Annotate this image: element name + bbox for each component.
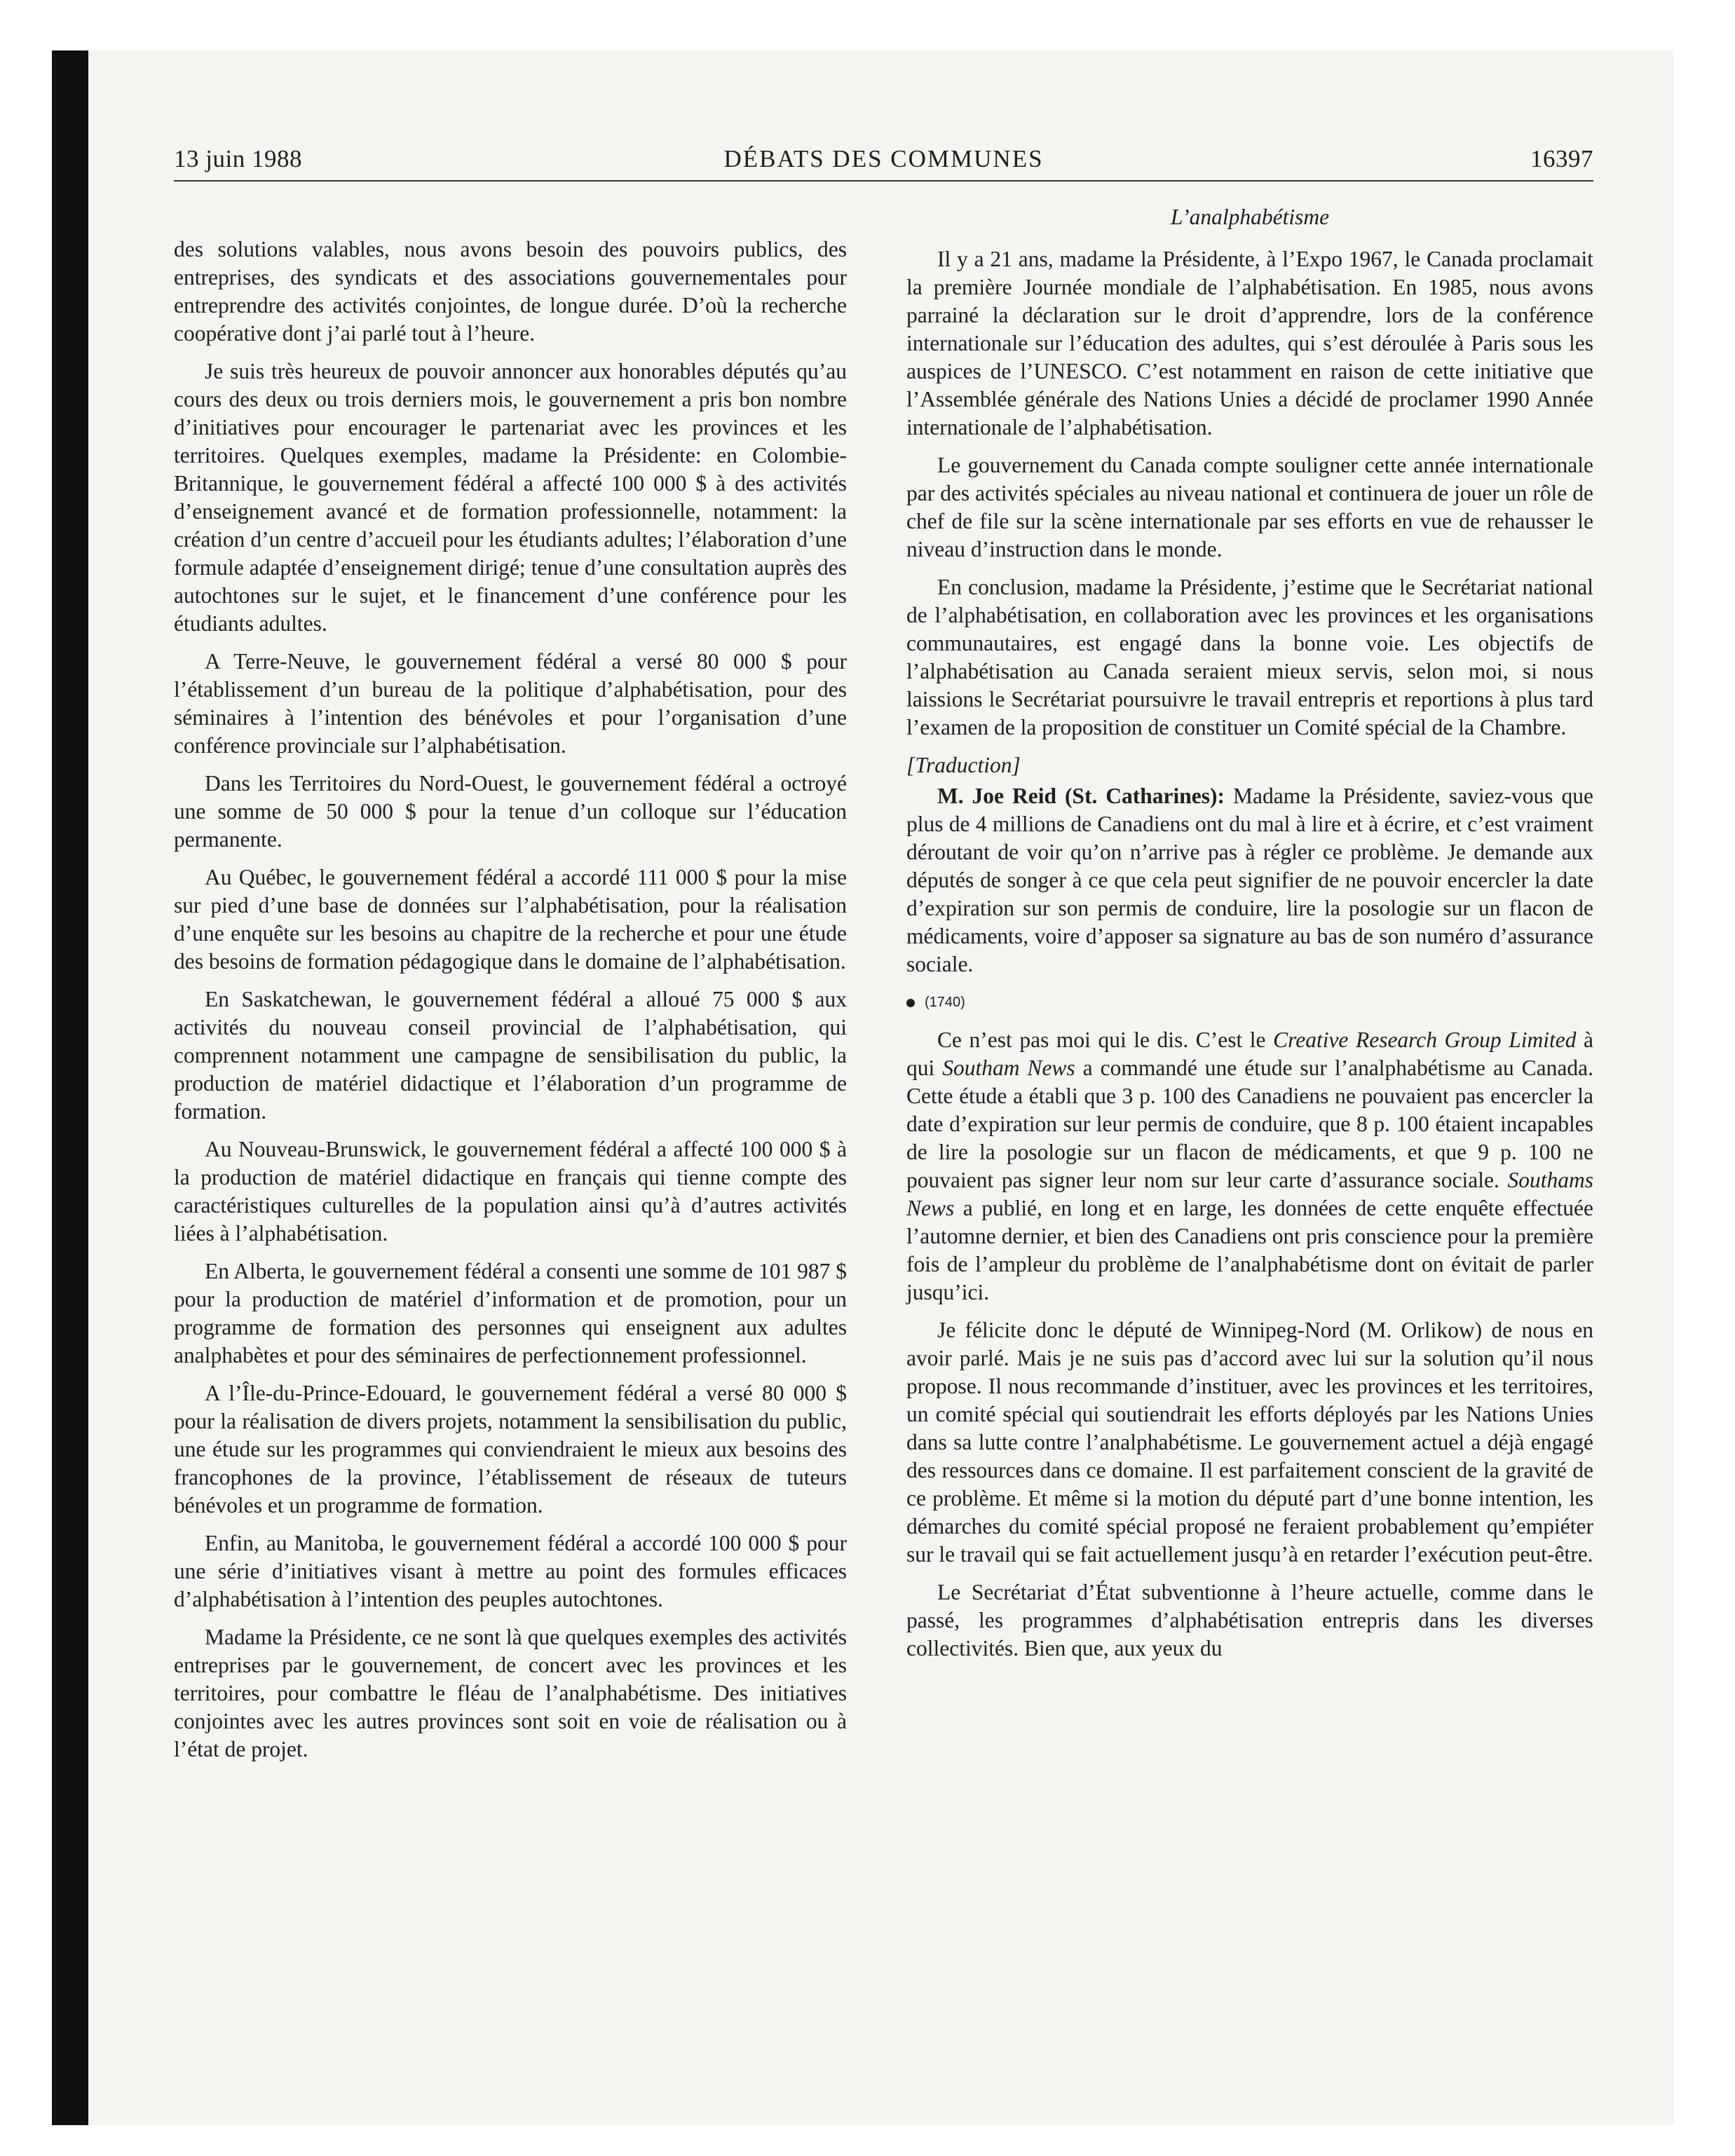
paragraph: Je félicite donc le député de Winnipeg-Nord (M. Orlikow) de nous en avoir parlé. Mais je ne suis pas d’accord avec lui sur la solution qu’il nous propose. Il nous recommande d’instituer, avec les provinces et les territoires, un comité spécial qui soutiendrait les efforts déployés par les Nations Unies dans sa lutte contre l’analphabétisme. Le gouvernement actuel a déjà engagé des ressources dans ce domaine. Il est parfaitement conscient de la gravité de ce problème. Et même si la motion du député part d’une bonne intention, les démarches du comité spécial proposé ne feraient probablement qu’empiéter sur le travail qui se fait actuellement jusqu’à en retarder l’exécution peut-être. <box>906 1318 1593 1567</box>
text-run: à qui <box>906 1028 1594 1080</box>
section-title: L’analphabétisme <box>1170 205 1330 229</box>
paragraph: Au Nouveau-Brunswick, le gouvernement fédéral a affecté 100 000 $ à la production de matériel didactique en français qui tienne compte des caractéristiques culturelles de la population ainsi qu’à d’autres activités liées à l’alphabétisation. <box>174 1137 847 1246</box>
paragraph: A l’Île-du-Prince-Edouard, le gouvernement fédéral a versé 80 000 $ pour la réalisation de divers projets, notamment la sensibilisation du public, une étude sur les programmes qui conviendraient le mieux aux besoins des francophones de la province, l’établissement de réseaux de tuteurs bénévoles et un programme de formation. <box>174 1381 847 1517</box>
bullet-icon <box>906 999 915 1007</box>
paragraph: des solutions valables, nous avons besoin des pouvoirs publics, des entreprises, des syndicats et des associations gouvernementales pour entreprendre des activités conjointes, de longue durée. D’où la recherche coopérative dont j’ai parlé tout à l’heure. <box>174 237 847 346</box>
translation-tag: [Traduction] <box>906 753 1021 777</box>
paragraph: En Saskatchewan, le gouvernement fédéral a alloué 75 000 $ aux activités du nouveau conseil provincial de l’alphabétisation, qui comprennent notamment une campagne de sensibilisation du public, la production de matériel didactique et l’élaboration d’un programme de formation. <box>174 987 847 1124</box>
speech-text: Madame la Présidente, saviez-vous que plus de 4 millions de Canadiens ont du mal à lire et à écrire, et c’est vraiment déroutant de voir qu’on n’arrive pas à régler ce problème. Je demande aux députés de songer à ce que cela peut signifier de ne pouvoir encercler la date d’expiration sur son permis de conduire, lire la posologie sur un flacon de médicaments, voire d’apposer sa signature au bas de son numéro d’assurance sociale. <box>906 784 1593 976</box>
paragraph: A Terre-Neuve, le gouvernement fédéral a versé 80 000 $ pour l’établissement d’un bureau de la politique d’alphabétisation, pour des séminaires à l’intention des bénévoles et pour l’organisation d’une conférence provinciale sur l’alphabétisation. <box>174 649 847 758</box>
time-marker <box>906 988 1593 1016</box>
italic-run: Southams News <box>906 1168 1593 1220</box>
paragraph: En conclusion, madame la Présidente, j’estime que le Secrétariat national de l’alphabétisation, en collaboration avec les provinces et les organisations communautaires, est engagé dans la bonne voie. Les objectifs de l’alphabétisation au Canada seraient mieux servis, selon moi, si nous laissions le Secrétariat poursuivre le travail entrepris et reportions à plus tard l’examen de la proposition de constituer un Comité spécial de la Chambre. <box>906 575 1593 739</box>
header-page-number: 16397 <box>1530 145 1593 172</box>
paragraph: Le Secrétariat d’État subventionne à l’heure actuelle, comme dans le passé, les programmes d’alphabétisation entrepris dans les diverses collectivités. Bien que, aux yeux du <box>906 1580 1593 1660</box>
text-run: Ce n’est pas moi qui le dis. C’est le <box>937 1028 1274 1052</box>
header-title: DÉBATS DES COMMUNES <box>723 145 1044 172</box>
header-date: 13 juin 1988 <box>174 145 302 172</box>
italic-run: Southam News <box>942 1056 1075 1080</box>
speaker-name: M. Joe Reid (St. Catharines): <box>937 784 1225 808</box>
right-column <box>906 203 1593 1672</box>
time-marker-text: (1740) <box>925 995 965 1010</box>
scan-edge <box>52 50 88 2125</box>
paragraph: Madame la Présidente, ce ne sont là que quelques exemples des activités entreprises par le gouvernement, de concert avec les provinces et les territoires, pour combattre le fléau de l’analphabétisme. Des initiatives conjointes avec les autres provinces sont soit en voie de réalisation ou à l’état de projet. <box>174 1625 847 1761</box>
text-run: a publié, en long et en large, les données de cette enquête effectuée l’automne dernier, et bien des Canadiens ont pris conscience pour la première fois de l’ampleur du problème de l’analphabétisme dont on évitait de parler jusqu’ici. <box>906 1196 1593 1304</box>
paragraph: Au Québec, le gouvernement fédéral a accordé 111 000 $ pour la mise sur pied d’une base de données sur l’alphabétisation, pour la réalisation d’une enquête sur les besoins au chapitre de la recherche et pour une étude des besoins de formation pédagogique dans le domaine de l’alphabétisation. <box>174 865 847 974</box>
paragraph: En Alberta, le gouvernement fédéral a consenti une somme de 101 987 $ pour la production de matériel d’information et de promotion, pour un programme de formation des personnes qui enseignent aux adultes analphabètes et pour des séminaires de perfectionnement professionnel. <box>174 1259 847 1367</box>
text-run: a commandé une étude sur l’analphabétisme au Canada. Cette étude a établi que 3 p. 100 des Canadiens ne pouvaient pas encercler la date d’expiration sur leur permis de conduire, que 8 p. 100 étaient incapables de lire la posologie sur un flacon de médicaments, et que 9 p. 100 ne pouvaient pas signer leur nom sur leur carte d’assurance sociale. <box>906 1056 1593 1192</box>
paragraph: Dans les Territoires du Nord-Ouest, le gouvernement fédéral a octroyé une somme de 50 000 $ pour la tenue d’un colloque sur l’éducation permanente. <box>174 771 847 852</box>
paragraph: Le gouvernement du Canada compte souligner cette année internationale par des activités spéciales au niveau national et continuera de jouer un rôle de chef de file sur la scène internationale par ses efforts en vue de rehausser le niveau d’instruction dans le monde. <box>906 453 1593 561</box>
left-column <box>174 236 847 1773</box>
paragraph <box>906 1026 1593 1306</box>
paragraph: Il y a 21 ans, madame la Présidente, à l’Expo 1967, le Canada proclamait la première Journée mondiale de l’alphabétisation. En 1985, nous avons parrainé la déclaration sur le droit d’apprendre, lors de la conférence internationale sur l’éducation des adultes, qui s’est déroulée à Paris sous les auspices de l’UNESCO. C’est notamment en raison de cette initiative que l’Assemblée générale des Nations Unies a décidé de proclamer 1990 Année internationale de l’alphabétisation. <box>906 247 1593 439</box>
paragraph: Enfin, au Manitoba, le gouvernement fédéral a accordé 100 000 $ pour une série d’initiatives visant à mettre au point des formules efficaces d’alphabétisation à l’intention des peuples autochtones. <box>174 1531 847 1611</box>
speech-paragraph <box>906 782 1593 978</box>
page-header <box>174 144 1593 182</box>
paragraph: Je suis très heureux de pouvoir annoncer aux honorables députés qu’au cours des deux ou trois derniers mois, le gouvernement a pris bon nombre d’initiatives pour encourager le partenariat avec les provinces et les territoires. Quelques exemples, madame la Présidente: en Colombie-Britannique, le gouvernement fédéral a affecté 100 000 $ à des activités d’enseignement avancé et de formation professionnelle, notamment: la création d’un centre d’accueil pour les étudiants adultes; l’élaboration d’une formule adaptée d’enseignement dirigé; tenue d’une consultation auprès des autochtones sur le sujet, et le financement d’une conférence pour les étudiants adultes. <box>174 359 847 636</box>
italic-run: Creative Research Group Limited <box>1273 1028 1577 1052</box>
